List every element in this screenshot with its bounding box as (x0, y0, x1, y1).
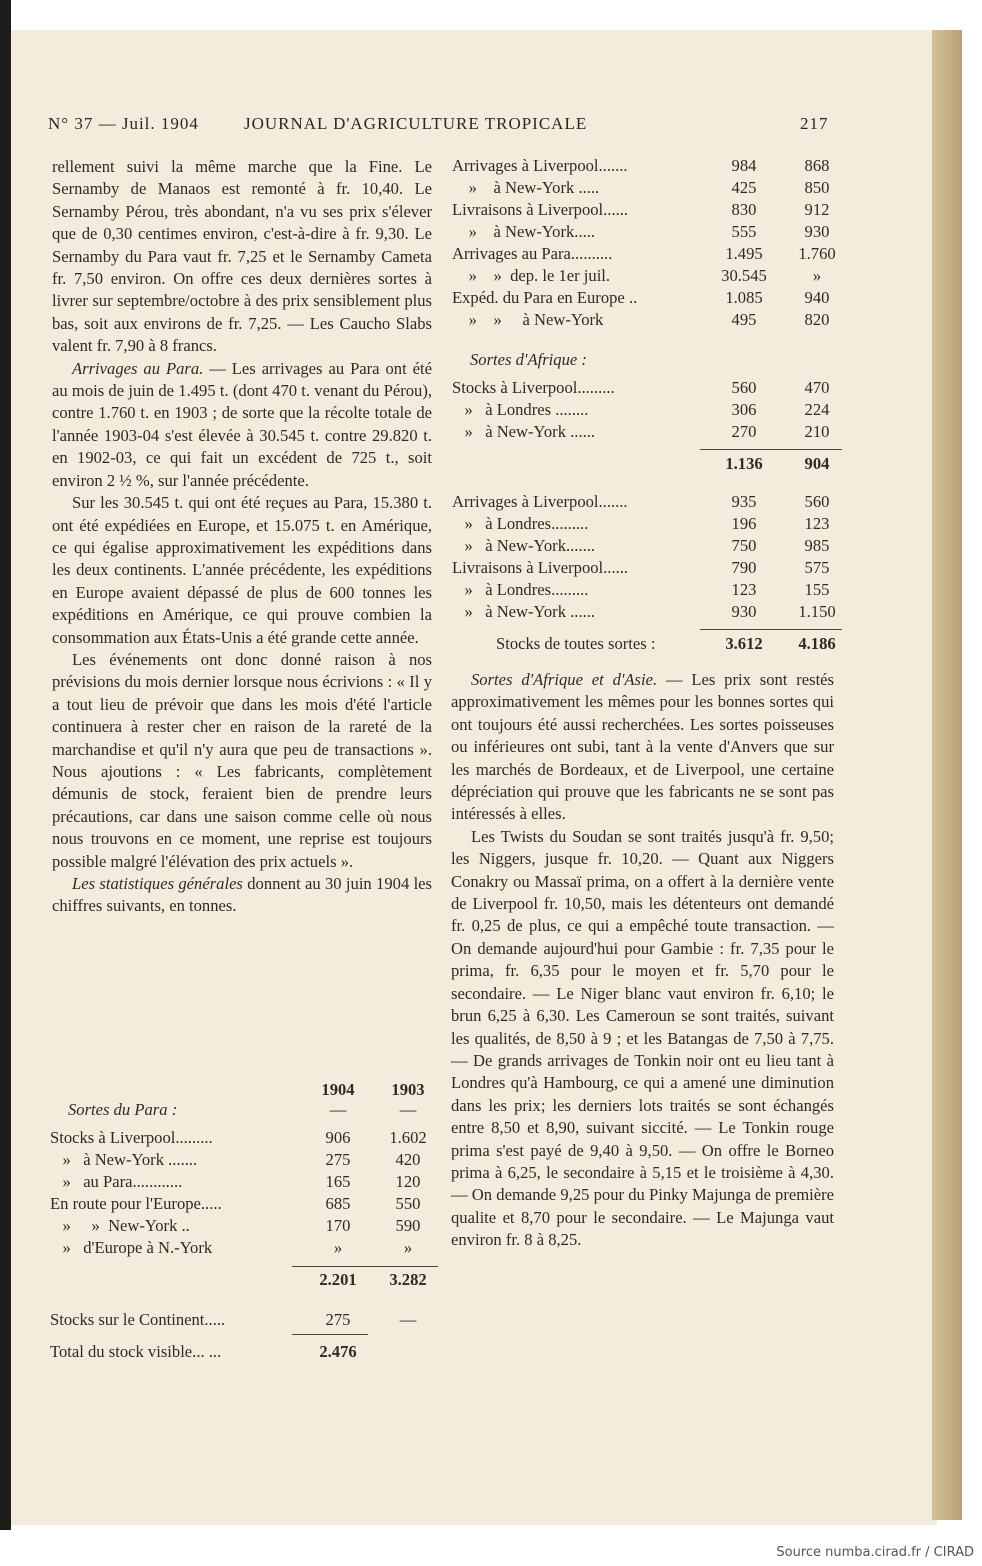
row-label: » à New-York ...... (452, 602, 596, 621)
value-1904: 555 (731, 222, 757, 241)
value-1904: » (333, 1238, 343, 1257)
paragraph: Les événements ont donc donné raison à nos prévisions du mois dernier lorsque nous écrivions : « Il y a tout lieu de prévoir que dans les mois d'été l'article continuera à rester cher en raison de la rareté de la marchandise et qu'il n'y aura que peu de transactions ». Nous ajoutions : « Les fabricants, complètement démunis de stock, feraient bien de prendre leurs précautions, car dans une saison comme celle où nous nous trouvons en ce moment, une reprise est toujours possible malgré l'élévation des prix actuels ». (52, 649, 432, 871)
source-credit: Source numba.cirad.fr / CIRAD (776, 1545, 974, 1560)
row-label: » à New-York ..... (452, 178, 600, 197)
subtotal-1903: 904 (804, 454, 830, 473)
year-1904: 1904 (321, 1080, 355, 1099)
running-header (48, 114, 832, 136)
value-1903: — (399, 1310, 417, 1329)
total-1904: 2.201 (319, 1270, 357, 1289)
value-1903: 470 (804, 378, 830, 397)
paragraph: Les Twists du Soudan se sont traités jusqu'à fr. 9,50; les Niggers, jusque fr. 10,20. — Quant aux Niggers Conakry ou Massaï prima, on a offert à la dernière vente de Liverpool fr. 10,50, mais les détenteurs ont demandé fr. 0,25 de plus, ce qui a empêché toute transaction. — On demande aujourd'hui pour Gambie : fr. 7,35 pour le prima, fr. 6,35 pour le moyen et fr. 5,70 pour le secondaire. — Le Niger blanc vaut environ fr. 6,10; le brun 6,25 à 6,30. Les Cameroun se sont traités, suivant les qualités, de 8,50 à 9 ; et les Batangas de 7,50 à 7,75. — De grands arrivages de Tonkin noir ont eu lieu tant à Londres qu'à Hambourg, ce qui a amené une diminution dans les prix; les derniers lots traités se sont échangés entre 8,50 et 8,90, suivant siccité. — Le Tonkin rouge prima s'est payé de 9,40 à 9,50. — On offre le Borneo prima à 6,25, le secondaire à 5,15 et le troisième à 4,30. — On demande 9,25 pour du Pinky Majunga de première qualite et 8,70 pour le secondaire. — Le Majunga vaut environ fr. 8 à 8,25. (451, 826, 834, 1250)
right-column (451, 669, 834, 1252)
value-1904: 560 (731, 378, 757, 397)
value-1904: 495 (731, 310, 757, 329)
row-label: » d'Europe à N.-York (50, 1238, 213, 1257)
journal-title: JOURNAL D'AGRICULTURE TROPICALE (244, 114, 588, 133)
dash: — (399, 1100, 417, 1119)
value-1904: 1.085 (725, 288, 763, 307)
value-1903: 820 (804, 310, 830, 329)
value-1904: 750 (731, 536, 757, 555)
section-label: Sortes d'Afrique : (470, 350, 587, 369)
section-label: Sortes du Para : (68, 1100, 178, 1119)
value-1903: 930 (804, 222, 830, 241)
left-stats-table (50, 1080, 440, 1380)
value-1903: 912 (804, 200, 830, 219)
value-1904: 930 (731, 602, 757, 621)
row-label: » » dep. le 1er juil. (452, 266, 611, 285)
value-1904: 790 (731, 558, 757, 577)
value-1904: 275 (325, 1150, 351, 1169)
asie-title: Sortes d'Afrique et d'Asie. (471, 670, 658, 689)
scan-left-border (0, 0, 11, 1530)
row-label: Livraisons à Liverpool...... (452, 558, 629, 577)
value-1903: 120 (395, 1172, 421, 1191)
page-number: 217 (800, 114, 829, 133)
row-label: » à New-York....... (452, 536, 596, 555)
row-label: En route pour l'Europe..... (50, 1194, 222, 1213)
value-1903: 1.150 (798, 602, 836, 621)
value-1903: 1.602 (389, 1128, 427, 1147)
value-1903: 850 (804, 178, 830, 197)
right-stats-table (452, 156, 852, 661)
row-label: Stocks à Liverpool......... (50, 1128, 213, 1147)
row-label: » à Londres ........ (452, 400, 589, 419)
value-1903: 224 (804, 400, 830, 419)
left-column (52, 156, 432, 918)
value-1904: 935 (731, 492, 757, 511)
row-label: » » New-York .. (50, 1216, 190, 1235)
arrivages-text: — Les arrivages au Para ont été au mois de juin de 1.495 t. (dont 470 t. venant du Pérou), contre 1.760 t. en 1903 ; de sorte que la récolte totale de l'année 1903-04 s'est élevée à 30.545 t. contre 29.820 t. en 1902-03, ce qui fait un excédent de 725 t., soit environ 2 ½ %, sur l'année précédente. (52, 358, 432, 490)
value-1903: 155 (804, 580, 830, 599)
year-1903: 1903 (391, 1080, 425, 1099)
value-1904: 685 (325, 1194, 351, 1213)
stats-text: donnent au 30 juin 1904 les chiffres suivants, en tonnes. (52, 874, 433, 916)
value-1904: 306 (731, 400, 757, 419)
sum-rule (700, 449, 842, 450)
total-1904: 3.612 (725, 634, 763, 653)
row-label: Stocks à Liverpool......... (452, 378, 615, 397)
value-1903: 868 (804, 156, 830, 175)
arrivages-title: Arrivages au Para. (72, 358, 204, 378)
value-1904: 275 (325, 1310, 351, 1329)
value-1904: 270 (731, 422, 757, 441)
value-1903: 575 (804, 558, 830, 577)
total-1903: 3.282 (389, 1270, 427, 1289)
value-1903: » (812, 266, 822, 285)
book-edge (932, 30, 962, 1520)
value-1904: 906 (325, 1128, 351, 1147)
paragraph-stats-intro (52, 873, 432, 918)
value-1903: 940 (804, 288, 830, 307)
value-1904: 123 (731, 580, 757, 599)
row-label: Arrivages à Liverpool....... (452, 492, 628, 511)
row-label: Arrivages au Para.......... (452, 244, 613, 263)
value-1904: 984 (731, 156, 757, 175)
row-label: » à New-York ...... (452, 422, 596, 441)
paragraph-arrivages (52, 358, 432, 492)
value-1903: 420 (395, 1150, 421, 1169)
value-1903: 550 (395, 1194, 421, 1213)
row-label: » au Para............ (50, 1172, 183, 1191)
sum-rule (292, 1334, 368, 1335)
value-1903: » (403, 1238, 413, 1257)
row-label: » » à New-York (452, 310, 604, 329)
value-1903: 560 (804, 492, 830, 511)
row-label: Expéd. du Para en Europe .. (452, 288, 638, 307)
row-label: » à New-York..... (452, 222, 596, 241)
subtotal-1904: 1.136 (725, 454, 763, 473)
issue-date: N° 37 — Juil. 1904 (48, 114, 199, 133)
value-1904: 30.545 (721, 266, 767, 285)
row-label: » à New-York ....... (50, 1150, 198, 1169)
row-label: Livraisons à Liverpool...... (452, 200, 629, 219)
value-1904: 830 (731, 200, 757, 219)
total-1903: 4.186 (798, 634, 836, 653)
stats-title: Les statistiques générales (72, 874, 243, 893)
sum-rule (292, 1266, 438, 1267)
dash: — (329, 1100, 347, 1119)
value-1904: 425 (731, 178, 757, 197)
value-1904: 196 (731, 514, 757, 533)
value-1904: 165 (325, 1172, 351, 1191)
row-label: Arrivages à Liverpool....... (452, 156, 628, 175)
row-label: » à Londres......... (452, 580, 589, 599)
value-1903: 1.760 (798, 244, 836, 263)
paragraph: Sur les 30.545 t. qui ont été reçues au Para, 15.380 t. ont été expédiées en Europe, et 15.075 t. en Amérique, ce qui égalise approximativement les expéditions dans les deux continents. L'année précédente, les expéditions en Europe avaient dépassé de plus de 600 tonnes les expéditions en Amérique, ce qui prouve combien la consommation aux États-Unis a été grande cette année. (52, 493, 432, 647)
asie-text: — Les prix sont restés approximativement les mêmes pour les bonnes sortes qui ont toujours été aussi recherchées. Les sortes poisseuses ou inférieures ont subi, tant à la vente d'Anvers que sur les marchés de Bordeaux, et de Liverpool, une certaine dépréciation qui prouve que les fabricants ne se sont pas intéressés à elles. (451, 670, 835, 824)
row-label: Stocks sur le Continent..... (50, 1310, 226, 1329)
value-1904: 170 (325, 1216, 351, 1235)
paragraph-asie (451, 669, 834, 826)
row-label: Stocks de toutes sortes : (496, 634, 656, 653)
paragraph: rellement suivi la même marche que la Fine. Le Sernamby de Manaos est remonté à fr. 10,40. Le Sernamby Pérou, très abondant, n'a vu ses prix s'élever que de 0,30 centimes environ, c'est-à-dire à fr. 9,30. Le Sernamby du Para vaut fr. 7,25 et le Sernamby Cameta fr. 7,50 environ. On offre ces deux dernières sortes à livrer sur septembre/octobre à des prix sensiblement plus bas, soit aux environs de fr. 7,25. — Les Caucho Slabs valent fr. 7,90 à 8 francs. (52, 157, 432, 356)
total-visible: 2.476 (319, 1342, 357, 1361)
value-1903: 985 (804, 536, 830, 555)
row-label: » à Londres......... (452, 514, 589, 533)
sum-rule (700, 629, 842, 630)
value-1903: 590 (395, 1216, 421, 1235)
value-1903: 210 (804, 422, 830, 441)
row-label: Total du stock visible... ... (50, 1342, 222, 1361)
value-1904: 1.495 (725, 244, 763, 263)
value-1903: 123 (804, 514, 830, 533)
